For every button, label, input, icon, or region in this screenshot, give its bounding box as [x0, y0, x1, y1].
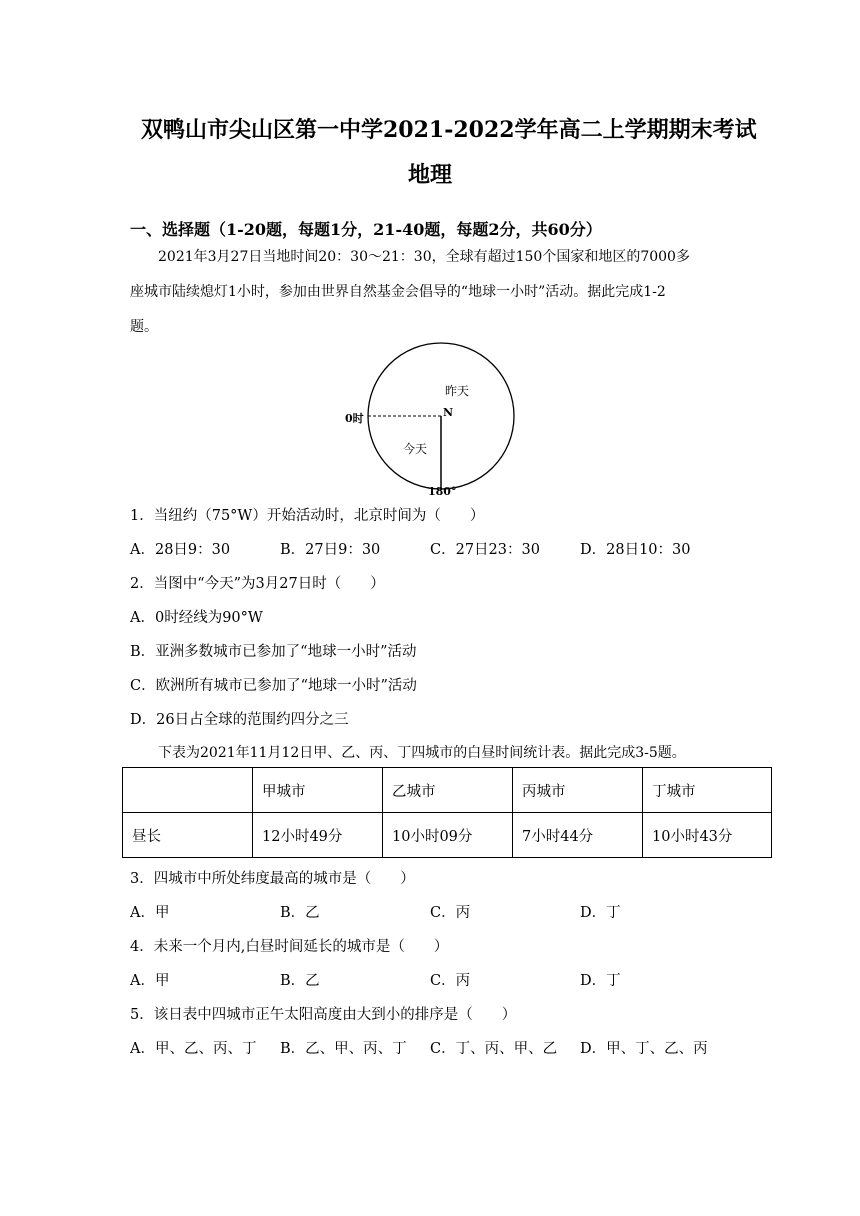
table-header-row [123, 768, 772, 813]
table-intro: 下表为2021年11月12日甲、乙、丙、丁四城市的白昼时间统计表。据此完成3-5题。 [158, 745, 686, 761]
table-header-cell: 丙城市 [513, 768, 643, 813]
table-header-cell: 甲城市 [253, 768, 383, 813]
question-1-option-c[interactable]: C．27日23：30 [430, 542, 540, 558]
question-3-stem: 3．四城市中所处纬度最高的城市是（ ） [130, 871, 415, 887]
question-2-option-d[interactable]: D．26日占全球的范围约四分之三 [130, 712, 349, 728]
question-1-stem: 1．当纽约（75°W）开始活动时，北京时间为（ ） [130, 508, 485, 524]
meridian-180-label: 180° [428, 485, 457, 498]
question-3-option-a[interactable]: A．甲 [130, 905, 170, 921]
question-5-option-a[interactable]: A．甲、乙、丙、丁 [130, 1041, 257, 1057]
question-2-option-b[interactable]: B．亚洲多数城市已参加了“地球一小时”活动 [130, 644, 417, 660]
question-5-stem: 5．该日表中四城市正午太阳高度由大到小的排序是（ ） [130, 1007, 517, 1023]
table-header-cell: 乙城市 [383, 768, 513, 813]
table-cell: 10小时43分 [643, 813, 772, 858]
question-1-option-a[interactable]: A．28日9：30 [130, 542, 231, 558]
question-4-option-a[interactable]: A．甲 [130, 973, 170, 989]
question-3-option-c[interactable]: C．丙 [430, 905, 471, 921]
question-4-option-b[interactable]: B．乙 [280, 973, 320, 989]
zero-hour-label: 0时 [345, 412, 364, 425]
question-4-option-d[interactable]: D．丁 [580, 973, 621, 989]
question-2-option-a[interactable]: A．0时经线为90°W [130, 610, 263, 626]
question-2-option-c[interactable]: C．欧洲所有城市已参加了“地球一小时”活动 [130, 678, 417, 694]
table-cell: 10小时09分 [383, 813, 513, 858]
question-1-option-d[interactable]: D．28日10：30 [580, 542, 691, 558]
table-header-cell [123, 768, 253, 813]
today-label: 今天 [403, 442, 428, 456]
question-3-option-d[interactable]: D．丁 [580, 905, 621, 921]
day-date-figure [330, 332, 530, 504]
page-title: 双鸭山市尖山区第一中学2021-2022学年高二上学期期末考试 [141, 117, 757, 143]
question-2-stem: 2．当图中“今天”为3月27日时（ ） [130, 576, 385, 592]
table-header-cell: 丁城市 [643, 768, 772, 813]
page-subtitle: 地理 [408, 162, 453, 188]
question-5-option-b[interactable]: B．乙、甲、丙、丁 [280, 1041, 407, 1057]
yesterday-label: 昨天 [445, 384, 470, 398]
intro-paragraph-line: 座城市陆续熄灯1小时，参加由世界自然基金会倡导的“地球一小时”活动。据此完成1-2 [130, 284, 666, 300]
table-cell: 昼长 [123, 813, 253, 858]
table-cell: 12小时49分 [253, 813, 383, 858]
question-4-option-c[interactable]: C．丙 [430, 973, 471, 989]
question-5-option-c[interactable]: C．丁、丙、甲、乙 [430, 1041, 558, 1057]
section-heading: 一、选择题（1-20题，每题1分，21-40题，每题2分，共60分） [130, 220, 602, 239]
north-pole-label: N [443, 406, 454, 419]
table-row [123, 813, 772, 858]
question-1-option-b[interactable]: B．27日9：30 [280, 542, 381, 558]
intro-paragraph-line: 2021年3月27日当地时间20：30～21：30，全球有超过150个国家和地区的7000多 [158, 249, 690, 265]
table-cell: 7小时44分 [513, 813, 643, 858]
question-5-option-d[interactable]: D．甲、丁、乙、丙 [580, 1041, 708, 1057]
daylength-table [122, 767, 772, 858]
intro-paragraph-line: 题。 [130, 319, 158, 335]
question-3-option-b[interactable]: B．乙 [280, 905, 320, 921]
question-4-stem: 4．未来一个月内,白昼时间延长的城市是（ ） [130, 939, 449, 955]
